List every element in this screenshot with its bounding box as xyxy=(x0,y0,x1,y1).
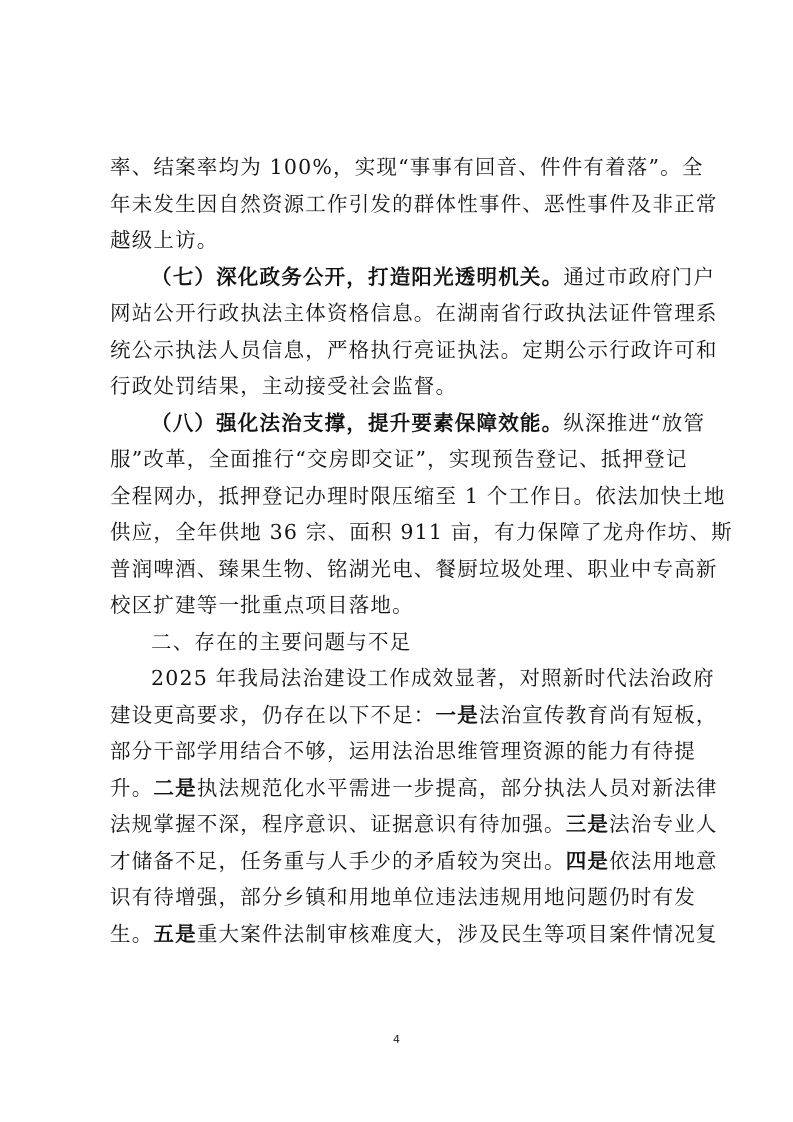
text-line: 网站公开行政执法主体资格信息。在湖南省行政执法证件管理系 xyxy=(110,301,718,325)
text-line: 率、结案率均为 100%，实现“事事有回音、件件有着落”。全 xyxy=(110,155,704,179)
page-number: 4 xyxy=(393,1033,400,1046)
section-2-heading: 二、存在的主要问题与不足 xyxy=(151,629,412,654)
text-line: 全程网办，抵押登记办理时限压缩至 1 个工作日。依法加快土地 xyxy=(110,483,726,508)
text-span: 法治专业人 xyxy=(609,812,718,836)
text-line: 年未发生因自然资源工作引发的群体性事件、恶性事件及非正常 xyxy=(110,191,718,216)
body-text xyxy=(110,149,733,952)
text-span: 执法规范化水平需进一步提高，部分执法人员对新法律 xyxy=(196,775,718,800)
text-span: 依法用地意 xyxy=(609,848,718,873)
point-label: 四是 xyxy=(565,848,610,873)
text-line: 服”改革，全面推行“交房即交证”，实现预告登记、抵押登记 xyxy=(110,447,688,471)
text-line: 校区扩建等一批重点项目落地。 xyxy=(110,593,414,617)
text-span: 才储备不足，任务重与人手少的矛盾较为突出。 xyxy=(110,848,566,873)
text-line: 行政处罚结果，主动接受社会监督。 xyxy=(110,374,458,398)
text-line xyxy=(110,843,718,880)
text-span: 建设更高要求，仍存在以下不足： xyxy=(110,702,436,727)
text-line: 识有待增强，部分乡镇和用地单位违法违规用地问题仍时有发 xyxy=(110,885,696,909)
section-8-heading: （八）强化法治支撑，提升要素保障效能。 xyxy=(151,410,564,435)
text-span: 通过市政府门户 xyxy=(563,264,716,289)
text-line xyxy=(110,806,718,843)
text-span: 法治宣传教育尚有短板， xyxy=(478,702,718,727)
text-line xyxy=(110,697,718,734)
text-line xyxy=(110,916,718,953)
point-label: 一是 xyxy=(435,702,479,727)
point-label: 五是 xyxy=(153,921,197,946)
text-line: 普润啤酒、臻果生物、铭湖光电、餐厨垃圾处理、职业中专高新 xyxy=(110,556,718,581)
text-span: 纵深推进“放管 xyxy=(563,410,706,435)
point-label: 二是 xyxy=(153,775,197,800)
point-label: 三是 xyxy=(565,812,610,836)
text-span: 法规掌握不深，程序意识、证据意识有待加强。 xyxy=(110,812,566,836)
text-line xyxy=(110,770,718,807)
text-line: 越级上访。 xyxy=(110,228,219,252)
text-span: 升。 xyxy=(110,775,154,800)
section-8-first-line xyxy=(110,405,706,442)
text-line: 统公示执法人员信息，严格执行亮证执法。定期公示行政许可和 xyxy=(110,337,718,362)
text-line: 供应，全年供地 36 宗、面积 911 亩，有力保障了龙舟作坊、斯 xyxy=(110,520,733,544)
text-span: 生。 xyxy=(110,921,154,946)
text-span: 重大案件法制审核难度大，涉及民生等项目案件情况复 xyxy=(196,921,718,946)
section-7-first-line xyxy=(110,259,716,296)
section-7-heading: （七）深化政务公开，打造阳光透明机关。 xyxy=(151,264,564,289)
text-line: 部分干部学用结合不够，运用法治思维管理资源的能力有待提 xyxy=(110,739,696,763)
text-line: 2025 年我局法治建设工作成效显著，对照新时代法治政府 xyxy=(151,666,715,690)
